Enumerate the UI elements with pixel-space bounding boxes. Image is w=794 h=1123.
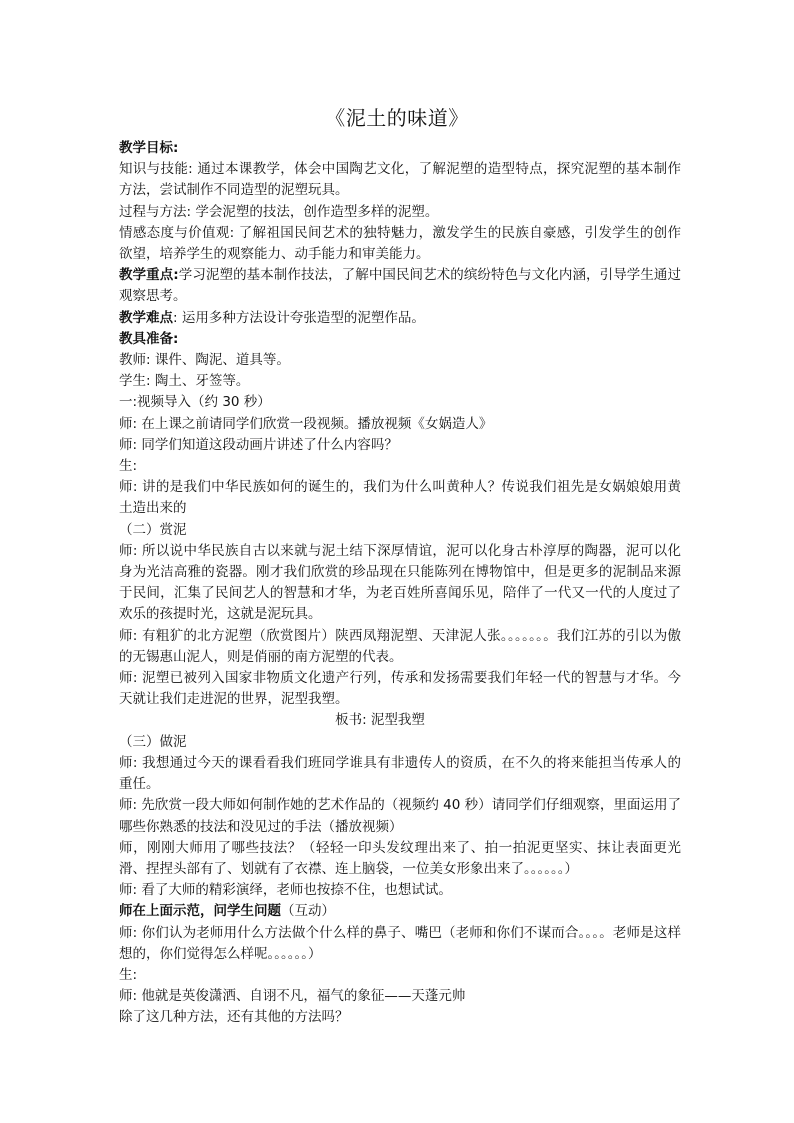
paragraph: 师: 泥塑已被列入国家非物质文化遗产行列，传承和发扬需要我们年轻一代的智慧与才华。今天就让我们走进泥的世界，泥型我塑。 [119,670,681,708]
paragraph: 师: 先欣赏一段大师如何制作她的艺术作品的（视频约 40 秒）请同学们仔细观察，里面运用了哪些你熟悉的技法和没见过的手法（播放视频） [119,797,681,835]
paragraph: 生: [119,966,138,983]
paragraph: 师: 我想通过今天的课看看我们班同学谁具有非遗传人的资质，在不久的将来能担当传承人的重任。 [119,754,681,793]
goal-emotion: 情感态度与价值观: 了解祖国民间艺术的独特魅力，激发学生的民族自豪感，引发学生的创作欲望，培养学生的观察能力、动手能力和审美能力。 [119,224,681,263]
paragraph: 生: [119,458,138,475]
paragraph: 师，刚刚大师用了哪些技法？（轻轻一印头发纹理出来了、拍一拍泥更坚实、抹让表面更光滑、捏捏头部有了、划就有了衣襟、连上脑袋，一位美女形象出来了。。。。。。） [119,839,681,877]
paragraph: 师: 在上课之前请同学们欣赏一段视频。播放视频《女娲造人》 [119,415,493,432]
goal-process: 过程与方法: 学会泥塑的技法，创作造型多样的泥塑。 [119,203,439,220]
paragraph: 师: 有粗犷的北方泥塑（欣赏图片）陕西凤翔泥塑、天津泥人张。。。。。。。我们江苏的引以为傲的无锡惠山泥人，则是俏丽的南方泥塑的代表。 [119,627,681,665]
tools-teacher: 教师: 课件、陶泥、道具等。 [119,352,290,369]
demo-note: （互动） [281,903,335,920]
paragraph: 师: 你们认为老师用什么方法做个什么样的鼻子、嘴巴（老师和你们不谋而合。。。。老师是这样想的，你们觉得怎么样呢。。。。。。） [119,924,681,962]
tools-heading: 教具准备: [119,330,179,347]
paragraph: 师: 他就是英俊潇洒、自诩不凡，福气的象征——天蓬元帅 [119,988,466,1005]
section-1-heading: 一:视频导入（约 30 秒） [119,394,271,411]
paragraph: 师: 所以说中华民族自古以来就与泥土结下深厚情谊，泥可以化身古朴淳厚的陶器，泥可以化身为光洁高雅的瓷器。刚才我们欣赏的珍品现在只能陈列在博物馆中，但是更多的泥制品来源于民间，汇集了民间艺人的智慧和才华，为老百姓所喜闻乐见，陪伴了一代又一代的人度过了欢乐的孩提时光，这就是泥玩具。 [119,542,681,623]
paragraph: 师: 讲的是我们中华民族如何的诞生的，我们为什么叫黄种人？传说我们祖先是女娲娘娘用黄土造出来的 [119,479,681,517]
difficulty-text: : 运用多种方法设计夸张造型的泥塑作品。 [173,309,425,326]
paragraph: 师: 同学们知道这段动画片讲述了什么内容吗？ [119,436,398,453]
difficulty-label: 教学难点 [119,309,173,326]
section-3-heading: （三）做泥 [119,733,187,750]
page-title: 《泥土的味道》 [325,106,469,130]
document-body [119,138,681,1029]
paragraph: 师: 看了大师的精彩演绎，老师也按捺不住，也想试试。 [119,882,452,899]
key-text: 学习泥塑的基本制作技法，了解中国民间艺术的缤纷特色与文化内涵，引导学生通过观察思考。 [119,267,681,305]
tools-student: 学生: 陶土、牙签等。 [119,373,250,390]
board-writing: 板书: 泥型我塑 [335,712,425,729]
demo-heading: 师在上面示范，问学生问题 [119,903,281,920]
section-2-heading: （二）赏泥 [119,521,187,538]
key-point [119,265,681,307]
goals-heading: 教学目标: [119,140,179,156]
key-label: 教学重点: [119,267,179,284]
goal-knowledge: 知识与技能: 通过本课教学，体会中国陶艺文化，了解泥塑的造型特点，探究泥塑的基本制作方法，尝试制作不同造型的泥塑玩具。 [119,161,681,199]
demo-heading-line [119,901,681,922]
difficulty-point [119,308,681,329]
paragraph: 除了这几种方法，还有其他的方法吗？ [119,1009,349,1026]
